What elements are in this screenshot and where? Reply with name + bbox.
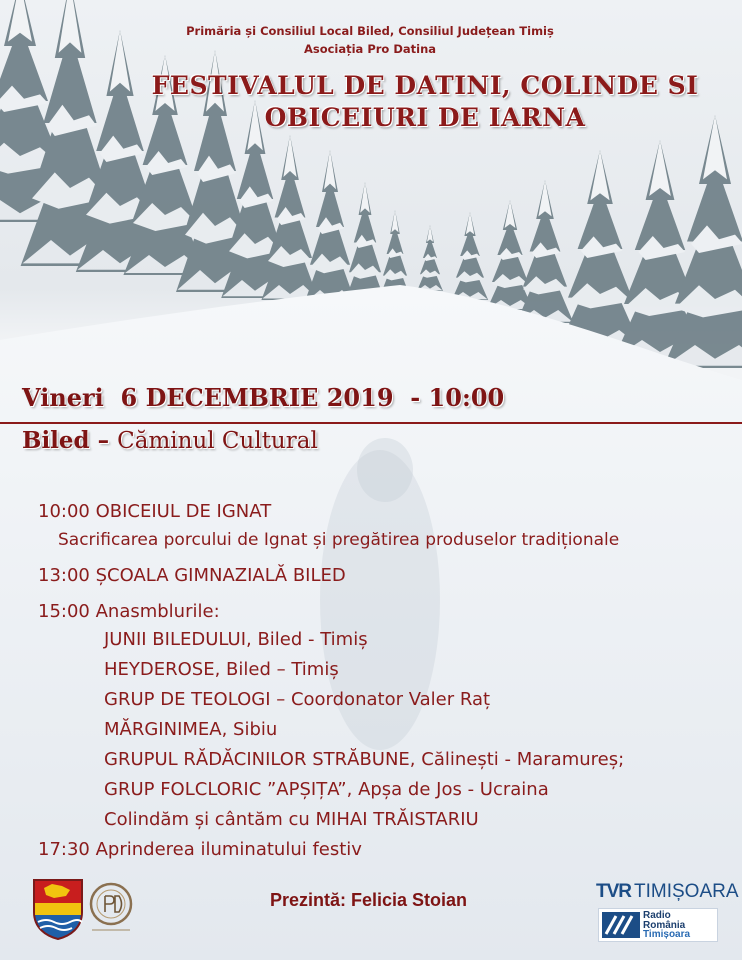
pro-datina-logo-icon (86, 880, 136, 938)
coat-of-arms-icon (32, 878, 84, 940)
divider-line (0, 422, 742, 424)
tvr-logo-prefix: TVR (596, 881, 631, 902)
program-item: 17:30 Aprinderea iluminatului festiv (38, 839, 362, 860)
program-item: Sacrificarea porcului de Ignat și pregătirea produselor tradiționale (58, 530, 620, 550)
program-item: JUNII BILEDULUI, Biled - Timiș (104, 629, 368, 650)
tvr-logo-city: TIMIȘOARA (634, 881, 739, 902)
program-item: GRUP FOLCLORIC ”APȘIȚA”, Apșa de Jos - Ucraina (104, 779, 549, 800)
radio-line-2: România (643, 919, 686, 931)
presenter: Prezintă: Felicia Stoian (270, 890, 468, 910)
program-item: MĂRGINIMEA, Sibiu (104, 719, 278, 740)
program-item: 15:00 Anasmblurile: (38, 601, 220, 622)
festival-title-line-2: OBICEIURI DE IARNA (264, 103, 586, 132)
radio-line-3: Timișoara (643, 929, 691, 940)
radio-line-1: Radio (643, 910, 671, 921)
program-item: Colindăm și cântăm cu MIHAI TRĂISTARIU (104, 809, 479, 830)
program-item: GRUP DE TEOLOGI – Coordonator Valer Raț (104, 689, 491, 710)
festival-title-line-1: FESTIVALUL DE DATINI, COLINDE SI (151, 71, 699, 100)
event-venue (22, 427, 318, 454)
program-item: HEYDEROSE, Biled – Timiș (104, 659, 339, 680)
festival-title (100, 70, 742, 134)
program-item: 10:00 OBICEIUL DE IGNAT (38, 501, 272, 522)
radio-romania-timisoara-logo (598, 908, 718, 942)
organizers-line-1: Primăria și Consiliul Local Biled, Consiliul Județean Timiș (186, 24, 554, 38)
radio-waves-icon (602, 912, 640, 938)
venue-place: Biled – (22, 427, 118, 454)
tvr-timisoara-logo (596, 881, 739, 903)
program-item: GRUPUL RĂDĂCINILOR STRĂBUNE, Călinești - Maramureș; (104, 749, 625, 770)
organizers (140, 22, 600, 58)
venue-hall: Căminul Cultural (117, 428, 318, 454)
event-date: Vineri 6 DECEMBRIE 2019 - 10:00 (22, 383, 505, 412)
program-item: 13:00 ȘCOALA GIMNAZIALĂ BILED (38, 565, 346, 586)
organizers-line-2: Asociația Pro Datina (303, 42, 437, 56)
